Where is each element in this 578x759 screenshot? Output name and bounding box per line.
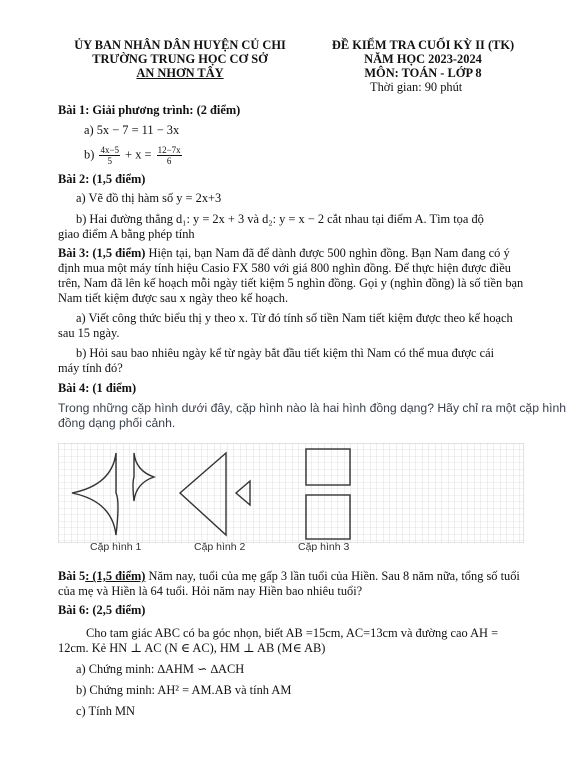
bai5-line1 — [58, 569, 520, 584]
bai1-b — [84, 145, 184, 166]
figure-pairs-grid — [58, 443, 524, 543]
header-right — [318, 38, 528, 80]
fraction-denominator: 6 — [166, 156, 172, 166]
caption-pair-3: Cặp hình 3 — [298, 541, 350, 553]
subject-grade: MÔN: TOÁN - LỚP 8 — [364, 66, 482, 80]
bai6-a: a) Chứng minh: ∆AHM ∽ ∆ACH — [76, 662, 245, 676]
fraction-numerator: 4x−5 — [100, 145, 120, 155]
bai1-title: Bài 1: Giải phương trình: (2 điểm) — [58, 103, 241, 117]
district-name: ỦY BAN NHÂN DÂN HUYỆN CỦ CHI — [74, 38, 286, 52]
bai1-b-mid: + x = — [125, 147, 152, 162]
bai3-line3: trên, Nam đã lên kế hoạch mỗi ngày tiết kiệm 5 nghìn đồng. Gọi y (nghìn đồng) là số tiền bạn — [58, 276, 524, 290]
bai6-line2: 12cm. Kẻ HN ⊥ AC (N ∈ AC), HM ⊥ AB (M∈ AB) — [58, 641, 326, 655]
bai2-title: Bài 2: (1,5 điểm) — [58, 172, 146, 186]
bai2-b-line1: b) Hai đường thẳng d₁: y = 2x + 3 và d₂: y = x − 2 cắt nhau tại điểm A. Tìm tọa độ — [76, 212, 484, 226]
grid-background — [58, 443, 524, 543]
bai1-a: a) 5x − 7 = 11 − 3x — [84, 123, 180, 137]
bai5-line2: của mẹ và Hiền là 64 tuổi. Hỏi năm nay Hiền bao nhiêu tuổi? — [58, 584, 363, 598]
bai3-line1 — [58, 246, 510, 261]
bai3-b-line2: máy tính đó? — [58, 361, 123, 375]
bai1-b-fraction-1 — [99, 145, 120, 166]
bai2-a: a) Vẽ đồ thị hàm số y = 2x+3 — [76, 191, 222, 205]
bai5-title: Bài 5 — [58, 569, 86, 583]
bai3-b-line1: b) Hỏi sau bao nhiêu ngày kể từ ngày bắt đầu tiết kiệm thì Nam có thể mua được cái — [76, 346, 495, 360]
bai4-title: Bài 4: (1 điểm) — [58, 381, 137, 395]
bai5-line1-text: Năm nay, tuổi của mẹ gấp 3 lần tuổi của Hiền. Sau 8 năm nữa, tổng số tuổi — [145, 569, 520, 583]
exam-title: ĐỀ KIỂM TRA CUỐI KỲ II (TK) — [331, 38, 515, 52]
header-left — [60, 38, 300, 80]
bai3-a-line1: a) Viết công thức biểu thị y theo x. Từ đó tính số tiền Nam tiết kiệm được theo kế hoạch — [76, 311, 513, 325]
bai2-b-line2: giao điểm A bằng phép tính — [58, 227, 195, 241]
caption-pair-1: Cặp hình 1 — [90, 541, 142, 553]
bai4-line2: đồng dạng phối cảnh. — [58, 416, 176, 430]
bai3-title: Bài 3: (1,5 điểm) — [58, 246, 146, 260]
caption-pair-2: Cặp hình 2 — [194, 541, 246, 553]
bai6-c: c) Tính MN — [76, 704, 135, 718]
bai3-a-line2: sau 15 ngày. — [58, 326, 120, 340]
bai6-title: Bài 6: (2,5 điểm) — [58, 603, 146, 617]
bai3-line1-text: Hiện tại, bạn Nam đã để dành được 500 nghìn đồng. Bạn Nam đang có ý — [145, 246, 510, 260]
bai3-line2: định mua một máy tính hiệu Casio FX 580 với giá 800 nghìn đồng. Để thực hiện được điều — [58, 261, 511, 275]
bai1-b-fraction-2 — [157, 145, 182, 166]
bai4-line1: Trong những cặp hình dưới đây, cặp hình nào là hai hình đồng dạng? Hãy chỉ ra một cặp hình — [58, 401, 567, 415]
fraction-denominator: 5 — [107, 156, 112, 166]
bai3-line4: Nam tiết kiệm được sau x ngày theo kế hoạch. — [58, 291, 289, 305]
bai5-points: : (1,5 điểm) — [85, 569, 146, 583]
bai1-b-prefix: b) — [84, 147, 95, 162]
school-name-line1: TRƯỜNG TRUNG HỌC CƠ SỞ — [92, 52, 268, 66]
fraction-numerator: 12−7x — [157, 145, 181, 155]
school-name-line2: AN NHƠN TÂY — [136, 66, 224, 80]
exam-duration: Thời gian: 90 phút — [370, 80, 463, 94]
bai6-b: b) Chứng minh: AH² = AM.AB và tính AM — [76, 683, 292, 697]
bai6-line1: Cho tam giác ABC có ba góc nhọn, biết AB =15cm, AC=13cm và đường cao AH = — [86, 626, 499, 640]
school-year: NĂM HỌC 2023-2024 — [364, 52, 482, 66]
